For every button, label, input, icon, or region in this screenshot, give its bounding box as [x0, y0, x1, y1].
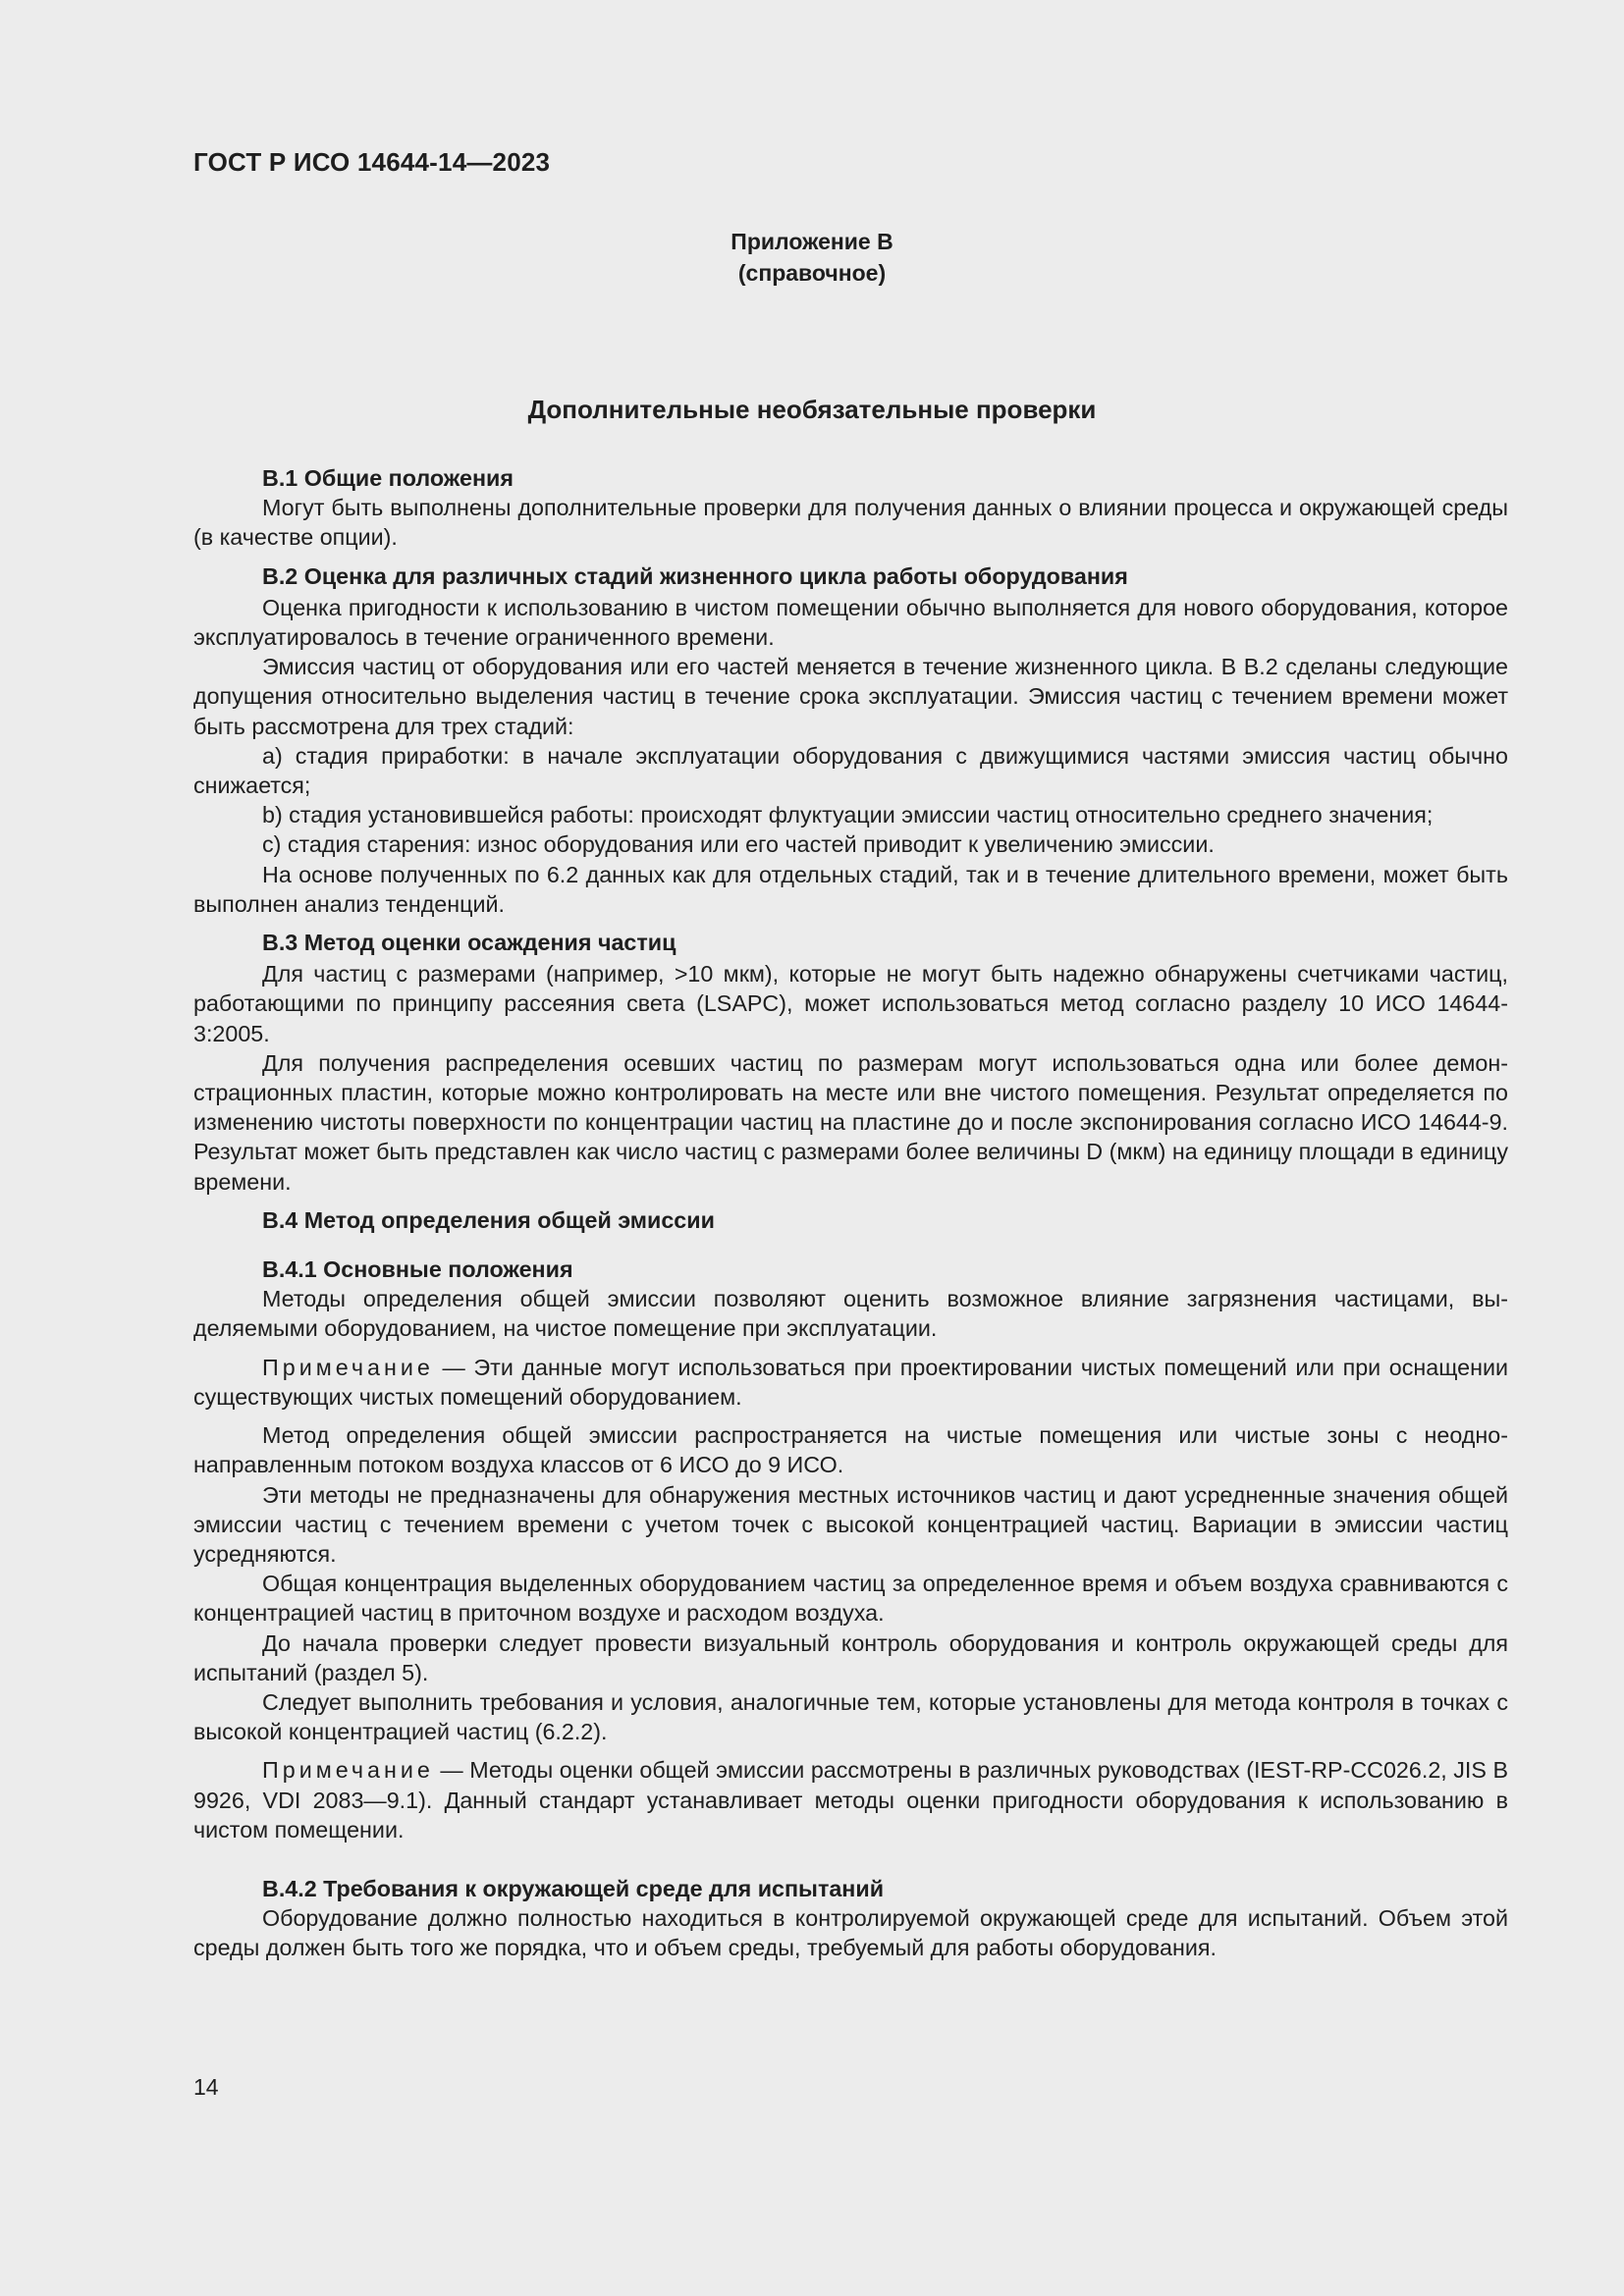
standard-designation: ГОСТ Р ИСО 14644-14—2023 [193, 147, 551, 177]
paragraph: Оборудование должно полностью находиться в контролируемой окружающей среде для испытаний. Объем этой среды должен быть того же порядка, что и объем среды, требуемый для работы оборудования. [193, 1905, 1508, 1961]
subsection-heading-b42: В.4.2 Требования к окружающей среде для испытаний [262, 1875, 885, 1901]
note-label: Примечание [262, 1757, 434, 1784]
paragraph: Эти методы не предназначены для обнаружения местных источников частиц и дают усредненные значения общей эмиссии частиц с течением времени с учетом точек с высокой концентрацией частиц. Вариации в эмиссии частиц усредняются. [193, 1481, 1508, 1567]
paragraph: До начала проверки следует провести визуальный контроль оборудования и контроль окружающей среды для испытаний (раздел 5). [193, 1629, 1508, 1685]
section-heading-b3: В.3 Метод оценки осаждения частиц [262, 930, 677, 956]
note [193, 1755, 1508, 1844]
list-item-b: b) стадия установившейся работы: происходят флуктуации эмиссии частиц относительно среднего значения; [262, 802, 1434, 828]
paragraph: Методы определения общей эмиссии позволяют оценить возможное влияние загрязнения частицами, выделяемыми оборудованием, на чистое помещение при эксплуатации. [193, 1286, 1508, 1342]
annex-label [0, 226, 1624, 289]
paragraph: На основе полученных по 6.2 данных как для отдельных стадий, так и в течение длительного времени, может быть выполнен анализ тенденций. [193, 861, 1508, 917]
paragraph: Следует выполнить требования и условия, аналогичные тем, которые установлены для метода контроля в точках с высокой концентрацией частиц (6.2.2). [193, 1688, 1508, 1745]
note-text: — Эти данные могут использоваться при проектировании чистых помещений или при оснащении существующих чистых помещений оборудованием. [193, 1354, 1508, 1410]
paragraph: Эмиссия частиц от оборудования или его частей меняется в течение жизненного цикла. В В.2 сделаны следующие допущения относительно выделения частиц в течение срока эксплуатации. Эмиссия частиц с течением времени может быть рассмотрена для трех стадий: [193, 654, 1508, 739]
note [193, 1353, 1508, 1412]
annex-title: Дополнительные необязательные проверки [527, 395, 1097, 424]
paragraph: Для частиц с размерами (например, >10 мкм), которые не могут быть надежно обнаружены счетчиками частиц, работающими по принципу рассеяния света (LSAPC), может использоваться метод согласно разделу 10 ИСО 14644-3:2005. [193, 961, 1508, 1046]
paragraph: Общая концентрация выделенных оборудованием частиц за определенное время и объем воздуха сравниваются с концентрацией частиц в приточном воздухе и расходом воздуха. [193, 1571, 1508, 1627]
section-heading-b2: В.2 Оценка для различных стадий жизненного цикла работы оборудования [262, 562, 1128, 589]
section-heading-b4: В.4 Метод определения общей эмиссии [262, 1206, 715, 1233]
note-text: — Методы оценки общей эмиссии рассмотрены в различных руководствах (IEST-RP-CC026.2, JIS B 9926, VDI 2083—9.1). Данный стандарт устанавливает методы оценки пригодности оборудования к использованию в чистом помещении. [193, 1757, 1508, 1842]
page-number: 14 [193, 2074, 219, 2100]
list-item-a: a) стадия приработки: в начале эксплуатации оборудования с движущимися частями эмиссия частиц обычно снижается; [193, 742, 1508, 799]
document-body [193, 463, 1508, 1963]
note-label: Примечание [262, 1354, 434, 1380]
paragraph: Метод определения общей эмиссии распространяется на чистые помещения или чистые зоны с неоднонаправленным потоком воздуха классов от 6 ИСО до 9 ИСО. [193, 1422, 1508, 1478]
annex-number: Приложение В [731, 229, 893, 254]
paragraph: Могут быть выполнены дополнительные проверки для получения данных о влиянии процесса и окружающей среды (в качестве опции). [193, 495, 1508, 551]
paragraph: Оценка пригодности к использованию в чистом помещении обычно выполняется для нового оборудования, которое эксплуатировалось в течение ограниченного времени. [193, 594, 1508, 651]
list-item-c: c) стадия старения: износ оборудования или его частей приводит к увеличению эмиссии. [262, 831, 1215, 858]
subsection-heading-b41: В.4.1 Основные положения [262, 1256, 573, 1283]
section-heading-b1: В.1 Общие положения [262, 465, 514, 491]
annex-status: (справочное) [737, 260, 887, 286]
paragraph: Для получения распределения осевших частиц по размерам могут использоваться одна или более демонстрационных пластин, которые можно контролировать на месте или вне чистого помещения. Результат определяется по изменению чистоты поверхности по концентрации частиц на пластине до и после экспонирования согласно ИСО 14644-9. Результат может быть представлен как число частиц с размерами более величины D (мкм) на единицу площади в единицу времени. [193, 1049, 1508, 1195]
